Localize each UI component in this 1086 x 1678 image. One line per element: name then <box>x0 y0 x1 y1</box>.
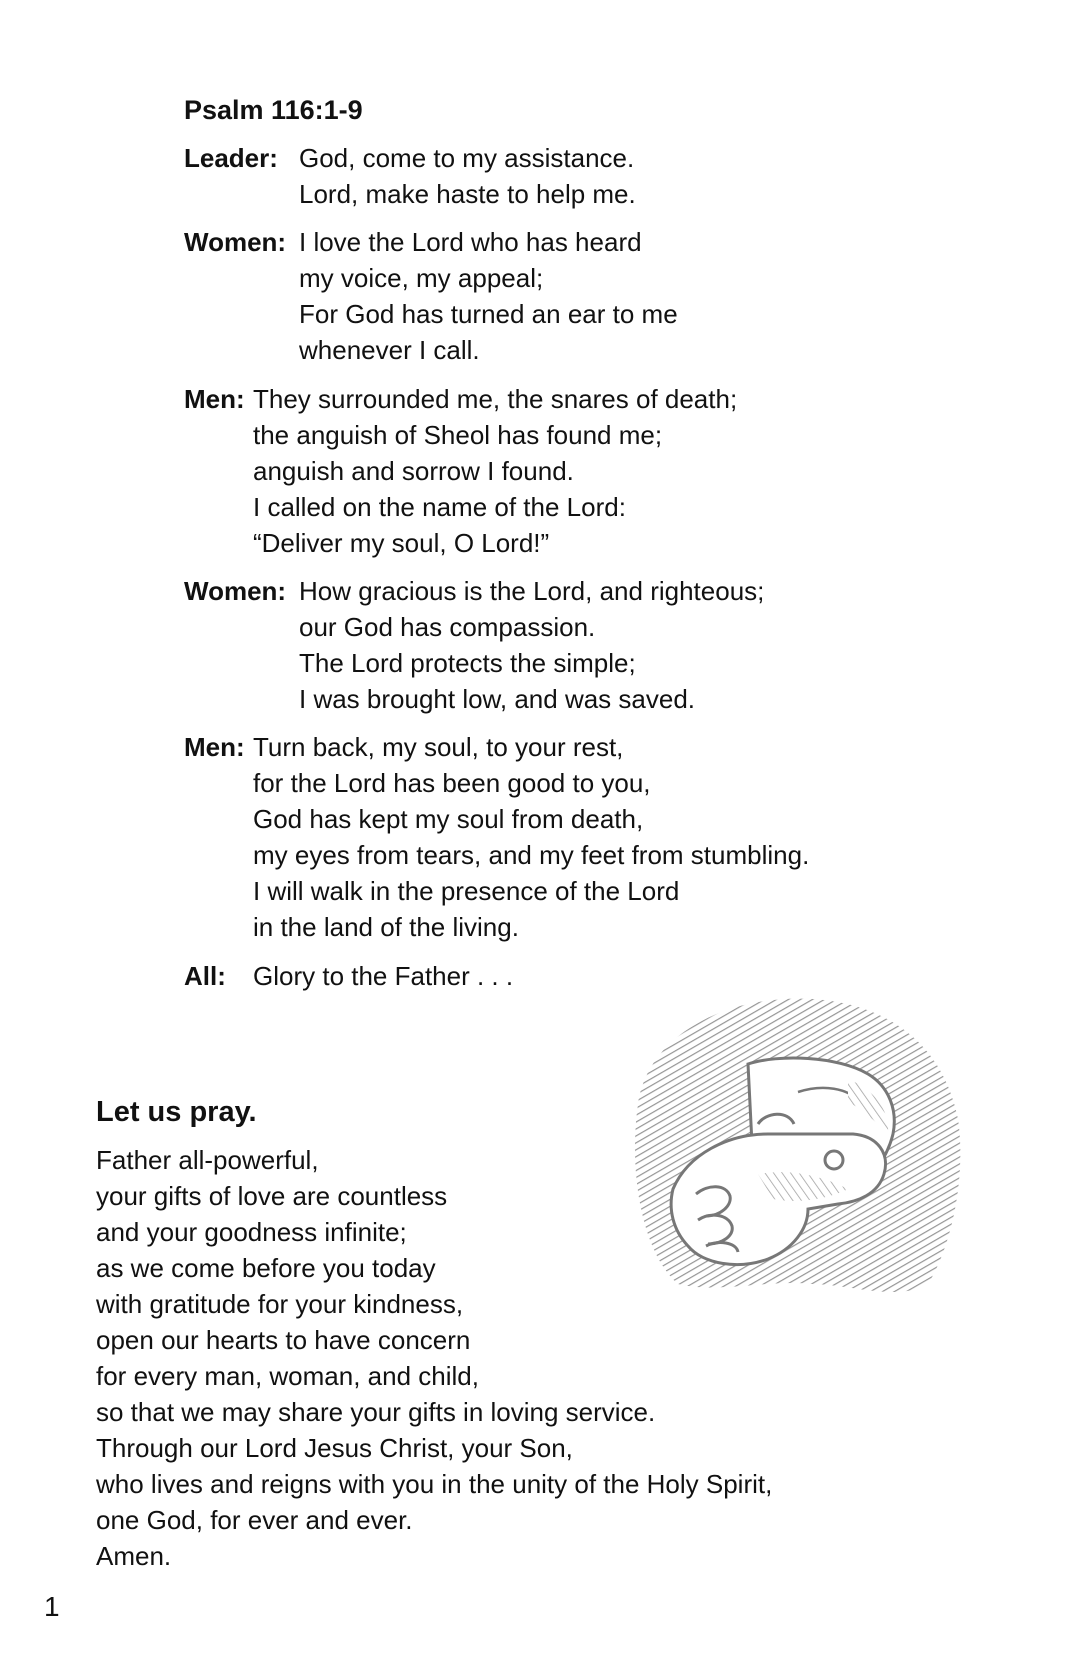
stanza-women-2 <box>184 573 764 717</box>
stanza-line: I called on the name of the Lord: <box>253 492 626 522</box>
stanza-line: Lord, make haste to help me. <box>299 179 636 209</box>
stanza-line: “Deliver my soul, O Lord!” <box>253 528 550 558</box>
stanza-line: How gracious is the Lord, and righteous; <box>299 576 765 606</box>
speaker-label: Leader: <box>184 143 278 173</box>
stanza-line: They surrounded me, the snares of death; <box>253 384 738 414</box>
prayer-line: Father all-powerful, <box>96 1145 319 1175</box>
page-number: 1 <box>44 1591 60 1622</box>
stanza-line: our God has compassion. <box>299 612 596 642</box>
stanza-line: the anguish of Sheol has found me; <box>253 420 663 450</box>
prayer-line: open our hearts to have concern <box>96 1325 471 1355</box>
prayer-line: as we come before you today <box>96 1253 436 1283</box>
stanza-line: I will walk in the presence of the Lord <box>253 876 680 906</box>
stanza-men-1 <box>184 381 737 561</box>
prayer-line: with gratitude for your kindness, <box>96 1289 464 1319</box>
prayer-line: Through our Lord Jesus Christ, your Son, <box>96 1433 573 1463</box>
speaker-label: All: <box>184 961 226 991</box>
prayer-line: for every man, woman, and child, <box>96 1361 479 1391</box>
prayer-line: one God, for ever and ever. <box>96 1505 413 1535</box>
speaker-label: Women: <box>184 227 287 257</box>
stanza-line: I was brought low, and was saved. <box>299 684 696 714</box>
stanza-line: my voice, my appeal; <box>299 263 544 293</box>
prayer-line: Amen. <box>96 1541 172 1571</box>
stanza-line: anguish and sorrow I found. <box>253 456 574 486</box>
psalm-title: Psalm 116:1-9 <box>184 95 363 125</box>
prayer-title: Let us pray. <box>96 1096 257 1128</box>
stanza-line: The Lord protects the simple; <box>299 648 636 678</box>
stanza-line: God, come to my assistance. <box>299 143 635 173</box>
stanza-women-1 <box>184 224 678 368</box>
stanza-line: in the land of the living. <box>253 912 519 942</box>
speaker-label: Men: <box>184 384 245 414</box>
prayer-line: who lives and reigns with you in the unity of the Holy Spirit, <box>96 1469 773 1499</box>
prayer-text <box>96 1142 772 1574</box>
stanza-line: Turn back, my soul, to your rest, <box>253 732 624 762</box>
stanza-line: For God has turned an ear to me <box>299 299 678 329</box>
prayer-line: and your goodness infinite; <box>96 1217 407 1247</box>
stanza-line: for the Lord has been good to you, <box>253 768 651 798</box>
stanza-line: God has kept my soul from death, <box>253 804 644 834</box>
speaker-label: Men: <box>184 732 245 762</box>
prayer-line: so that we may share your gifts in loving service. <box>96 1397 656 1427</box>
stanza-leader <box>184 140 636 212</box>
stanza-men-2 <box>184 729 809 945</box>
prayer-line: your gifts of love are countless <box>96 1181 448 1211</box>
stanza-line: Glory to the Father . . . <box>253 961 514 991</box>
stanza-line: my eyes from tears, and my feet from stumbling. <box>253 840 810 870</box>
speaker-label: Women: <box>184 576 287 606</box>
stanza-all <box>184 958 513 994</box>
stanza-line: whenever I call. <box>299 335 480 365</box>
stanza-line: I love the Lord who has heard <box>299 227 642 257</box>
